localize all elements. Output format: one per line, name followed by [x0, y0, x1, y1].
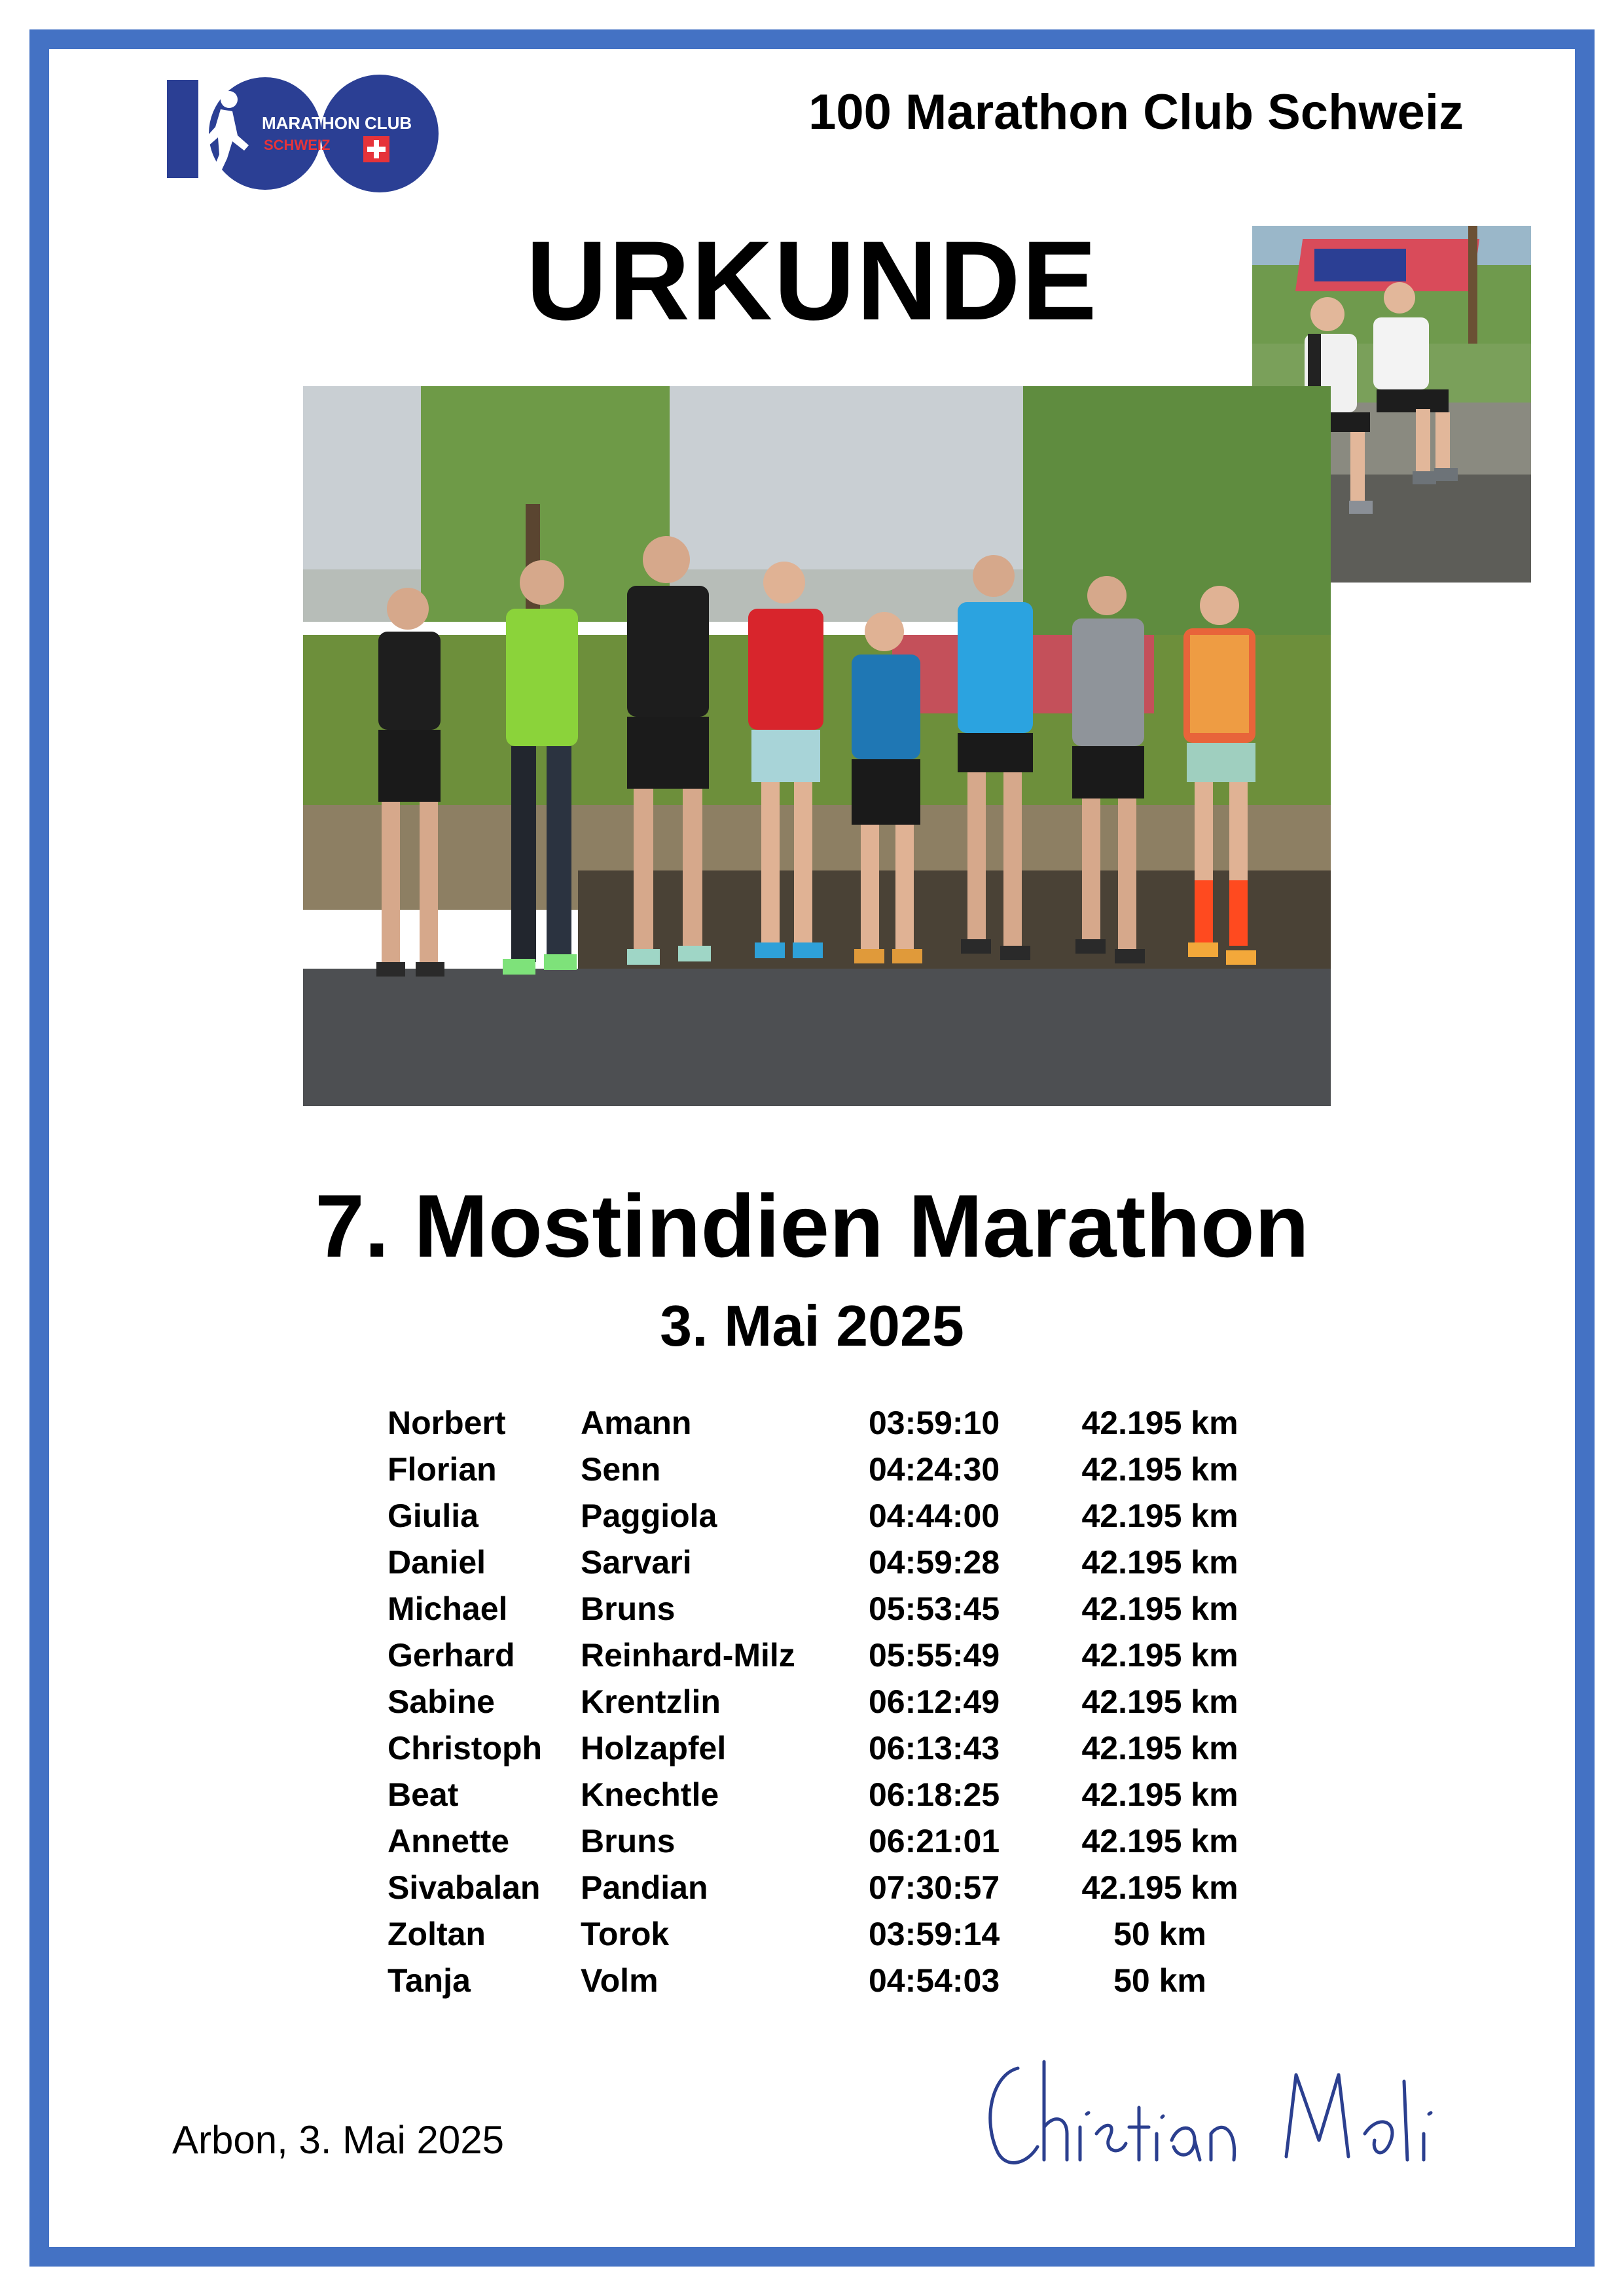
last-name: Torok — [581, 1916, 670, 1952]
club-name-heading: 100 Marathon Club Schweiz — [808, 84, 1464, 140]
results-row — [388, 1497, 1304, 1543]
finish-time: 04:24:30 — [869, 1451, 1000, 1488]
results-row — [388, 1776, 1304, 1822]
certificate-title: URKUNDE — [526, 218, 1098, 344]
results-row — [388, 1404, 1304, 1450]
distance: 42.195 km — [1081, 1498, 1238, 1534]
finish-time: 07:30:57 — [869, 1869, 1000, 1906]
last-name: Holzapfel — [581, 1730, 727, 1767]
distance: 50 km — [1113, 1962, 1206, 1999]
finish-time: 05:53:45 — [869, 1590, 1000, 1627]
group-photo-runners — [303, 386, 1331, 1106]
logo-text-club: MARATHON CLUB — [262, 113, 412, 133]
finish-time: 05:55:49 — [869, 1637, 1000, 1674]
results-row — [388, 1729, 1304, 1776]
finish-time: 04:54:03 — [869, 1962, 1000, 1999]
finish-time: 06:13:43 — [869, 1730, 1000, 1767]
distance: 42.195 km — [1081, 1776, 1238, 1813]
last-name: Volm — [581, 1962, 659, 1999]
finish-time: 03:59:14 — [869, 1916, 1000, 1952]
results-row — [388, 1869, 1304, 1915]
first-name: Sabine — [388, 1683, 495, 1720]
last-name: Pandian — [581, 1869, 708, 1906]
results-row — [388, 1683, 1304, 1729]
last-name: Krentzlin — [581, 1683, 721, 1720]
last-name: Senn — [581, 1451, 661, 1488]
finish-time: 03:59:10 — [869, 1405, 1000, 1441]
distance: 50 km — [1113, 1916, 1206, 1952]
place-and-date: Arbon, 3. Mai 2025 — [172, 2118, 504, 2162]
results-row — [388, 1915, 1304, 1962]
first-name: Annette — [388, 1823, 510, 1859]
last-name: Bruns — [581, 1590, 676, 1627]
event-date: 3. Mai 2025 — [660, 1293, 964, 1358]
distance: 42.195 km — [1081, 1869, 1238, 1906]
last-name: Paggiola — [581, 1498, 717, 1534]
first-name: Tanja — [388, 1962, 471, 1999]
results-list — [388, 1404, 1304, 2008]
finish-time: 06:18:25 — [869, 1776, 1000, 1813]
distance: 42.195 km — [1081, 1590, 1238, 1627]
distance: 42.195 km — [1081, 1451, 1238, 1488]
last-name: Knechtle — [581, 1776, 719, 1813]
runner-1 — [376, 588, 444, 977]
distance: 42.195 km — [1081, 1730, 1238, 1767]
last-name: Reinhard-Milz — [581, 1637, 795, 1674]
club-logo — [167, 73, 442, 194]
first-name: Zoltan — [388, 1916, 486, 1952]
finish-time: 06:12:49 — [869, 1683, 1000, 1720]
finish-time: 04:44:00 — [869, 1498, 1000, 1534]
distance: 42.195 km — [1081, 1637, 1238, 1674]
logo-text-country: SCHWEIZ — [264, 137, 331, 153]
first-name: Christoph — [388, 1730, 543, 1767]
first-name: Sivabalan — [388, 1869, 541, 1906]
first-name: Michael — [388, 1590, 508, 1627]
distance: 42.195 km — [1081, 1544, 1238, 1581]
results-row — [388, 1590, 1304, 1636]
first-name: Florian — [388, 1451, 497, 1488]
first-name: Daniel — [388, 1544, 486, 1581]
last-name: Sarvari — [581, 1544, 692, 1581]
results-row — [388, 1543, 1304, 1590]
first-name: Giulia — [388, 1498, 478, 1534]
finish-time: 06:21:01 — [869, 1823, 1000, 1859]
last-name: Amann — [581, 1405, 692, 1441]
event-name: 7. Mostindien Marathon — [315, 1176, 1309, 1276]
first-name: Norbert — [388, 1405, 506, 1441]
distance: 42.195 km — [1081, 1405, 1238, 1441]
finish-time: 04:59:28 — [869, 1544, 1000, 1581]
handwritten-signature — [920, 2036, 1483, 2193]
distance: 42.195 km — [1081, 1683, 1238, 1720]
results-row — [388, 1962, 1304, 2008]
distance: 42.195 km — [1081, 1823, 1238, 1859]
first-name: Beat — [388, 1776, 459, 1813]
results-row — [388, 1822, 1304, 1869]
results-row — [388, 1636, 1304, 1683]
last-name: Bruns — [581, 1823, 676, 1859]
first-name: Gerhard — [388, 1637, 515, 1674]
results-row — [388, 1450, 1304, 1497]
